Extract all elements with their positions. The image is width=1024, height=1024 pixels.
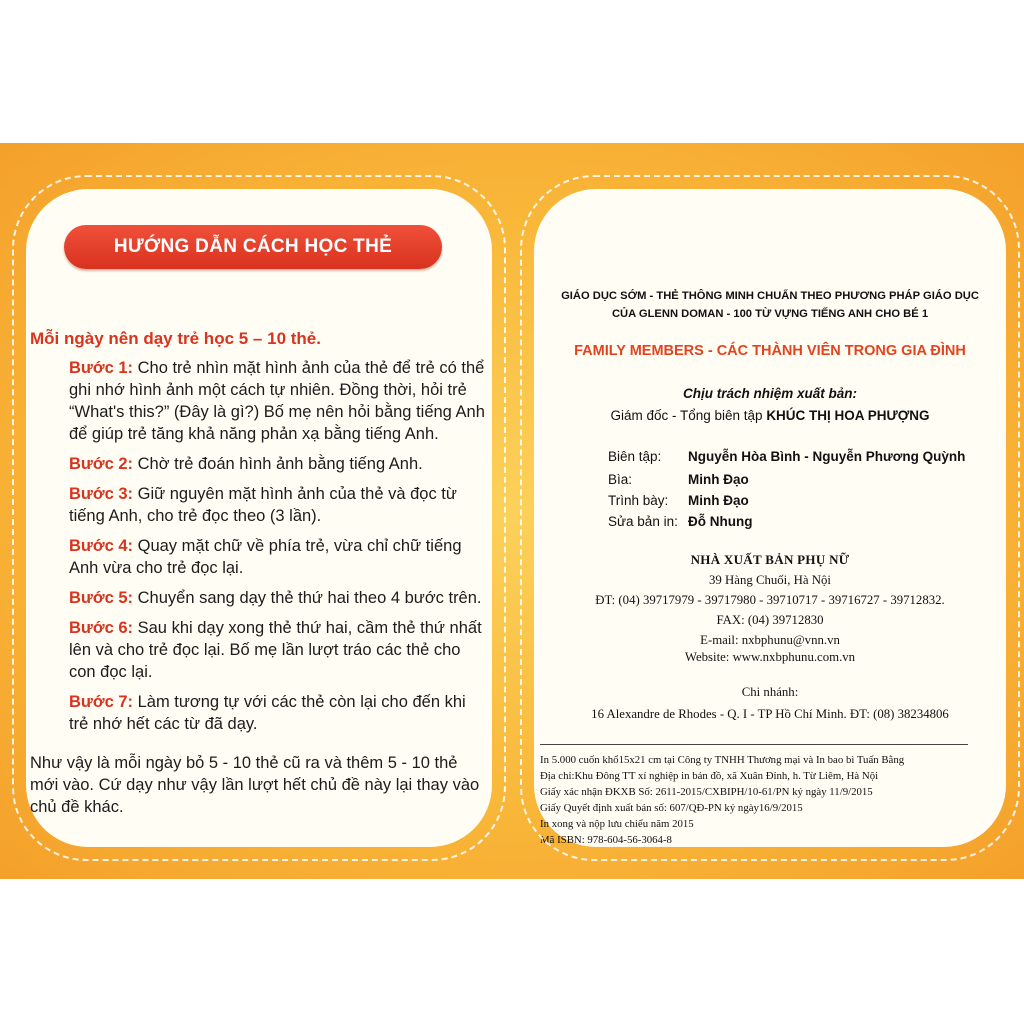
step-item — [69, 483, 489, 527]
step-text: Giữ nguyên mặt hình ảnh của thẻ và đọc từ tiếng Anh, cho trẻ đọc theo (3 lần). — [69, 485, 457, 525]
director-role: Giám đốc - Tổng biên tập — [610, 408, 763, 423]
step-item — [69, 535, 489, 579]
series-header-line-2: CỦA GLENN DOMAN - 100 TỪ VỰNG TIẾNG ANH CHO BÉ 1 — [611, 308, 929, 320]
publisher-website: Website: www.nxbphunu.com.vn — [684, 650, 856, 664]
instructions-title: HƯỚNG DẪN CÁCH HỌC THẺ — [64, 225, 442, 269]
step-item — [69, 617, 489, 683]
flashcard-back — [0, 143, 1024, 879]
divider — [540, 744, 968, 745]
step-item — [69, 691, 489, 735]
step-label: Bước 4: — [69, 537, 134, 555]
responsible-label: Chịu trách nhiệm xuất bản: — [682, 386, 858, 401]
publisher-phone: ĐT: (04) 39717979 - 39717980 - 39710717 - 39716727 - 39712832. — [595, 593, 945, 607]
print-info-line: Giấy Quyết định xuất bản số: 607/QĐ-PN ký ngày16/9/2015 — [540, 802, 803, 814]
step-label: Bước 2: — [69, 455, 134, 473]
step-label: Bước 6: — [69, 619, 134, 637]
print-info — [540, 752, 1000, 848]
step-label: Bước 5: — [69, 589, 134, 607]
publisher-email: E-mail: nxbphunu@vnn.vn — [700, 633, 840, 647]
credit-layout — [608, 493, 749, 508]
step-text: Chờ trẻ đoán hình ảnh bằng tiếng Anh. — [137, 455, 423, 473]
step-item — [69, 453, 489, 475]
credit-role: Bìa: — [608, 472, 633, 487]
series-header-line-1: GIÁO DỤC SỚM - THẺ THÔNG MINH CHUẨN THEO PHƯƠNG PHÁP GIÁO DỤC — [561, 290, 979, 302]
step-text: Cho trẻ nhìn mặt hình ảnh của thẻ để trẻ có thể ghi nhớ hình ảnh một cách tự nhiên. Đồng thời, hỏi trẻ “What's this?” (Đây là gì?) Bố mẹ nên hỏi bằng tiếng Anh để giúp trẻ tăng khả năng phản xạ bằng tiếng Anh. — [69, 359, 485, 443]
print-info-line: Địa chỉ:Khu Đông TT xí nghiệp in bản đồ, xã Xuân Đỉnh, h. Từ Liêm, Hà Nội — [540, 770, 879, 782]
series-header — [534, 287, 1006, 323]
step-text: Làm tương tự với các thẻ còn lại cho đến khi trẻ nhớ hết các từ đã dạy. — [69, 693, 466, 733]
step-text: Sau khi dạy xong thẻ thứ hai, cầm thẻ thứ nhất lên và cho trẻ đọc lại. Bố mẹ lần lượt tráo các thẻ cho con đọc lại. — [69, 619, 482, 681]
branch-label: Chi nhánh: — [741, 685, 799, 699]
instructions-conclusion: Như vậy là mỗi ngày bỏ 5 - 10 thẻ cũ ra và thêm 5 - 10 thẻ mới vào. Cứ dạy như vậy lần lượt hết chủ đề này lại thay vào chủ đề khác. — [30, 754, 480, 816]
print-info-line: In xong và nộp lưu chiểu năm 2015 — [540, 818, 694, 830]
credit-editor — [608, 449, 965, 464]
director-line — [534, 408, 1006, 423]
publisher-fax: FAX: (04) 39712830 — [716, 613, 824, 627]
credit-cover — [608, 472, 749, 487]
print-info-line: In 5.000 cuốn khổ15x21 cm tại Công ty TNHH Thương mại và In bao bì Tuấn Bằng — [540, 754, 905, 766]
director-name: KHÚC THỊ HOA PHƯỢNG — [766, 408, 930, 423]
branch-address: 16 Alexandre de Rhodes - Q. I - TP Hồ Chí Minh. ĐT: (08) 38234806 — [591, 707, 949, 721]
credit-proofreader — [608, 514, 752, 529]
instructions-intro: Mỗi ngày nên dạy trẻ học 5 – 10 thẻ. — [30, 329, 321, 348]
credit-name: Minh Đạo — [688, 493, 749, 508]
credit-role: Sửa bản in: — [608, 514, 678, 529]
credit-name: Nguyễn Hòa Bình - Nguyễn Phương Quỳnh — [688, 449, 966, 464]
credit-name: Đỗ Nhung — [688, 514, 753, 529]
publisher-address: 39 Hàng Chuối, Hà Nội — [709, 573, 831, 587]
step-label: Bước 3: — [69, 485, 134, 503]
print-info-line: Mã ISBN: 978-604-56-3064-8 — [540, 834, 672, 846]
step-text: Chuyển sang dạy thẻ thứ hai theo 4 bước trên. — [137, 589, 482, 607]
publication-info-panel — [534, 189, 1006, 847]
step-text: Quay mặt chữ về phía trẻ, vừa chỉ chữ tiếng Anh vừa cho trẻ đọc lại. — [69, 537, 462, 577]
step-label: Bước 1: — [69, 359, 134, 377]
credit-name: Minh Đạo — [688, 472, 749, 487]
credit-role: Trình bày: — [608, 493, 669, 508]
step-item — [69, 357, 489, 445]
step-list — [69, 357, 489, 743]
topic-title: FAMILY MEMBERS - CÁC THÀNH VIÊN TRONG GIA ĐÌNH — [574, 343, 966, 359]
instructions-panel — [26, 189, 492, 847]
step-label: Bước 7: — [69, 693, 134, 711]
print-info-line: Giấy xác nhận ĐKXB Số: 2611-2015/CXBIPH/10-61/PN ký ngày 11/9/2015 — [540, 786, 873, 798]
publisher-name: NHÀ XUẤT BẢN PHỤ NỮ — [690, 552, 850, 567]
credit-role: Biên tập: — [608, 449, 662, 464]
step-item — [69, 587, 489, 609]
